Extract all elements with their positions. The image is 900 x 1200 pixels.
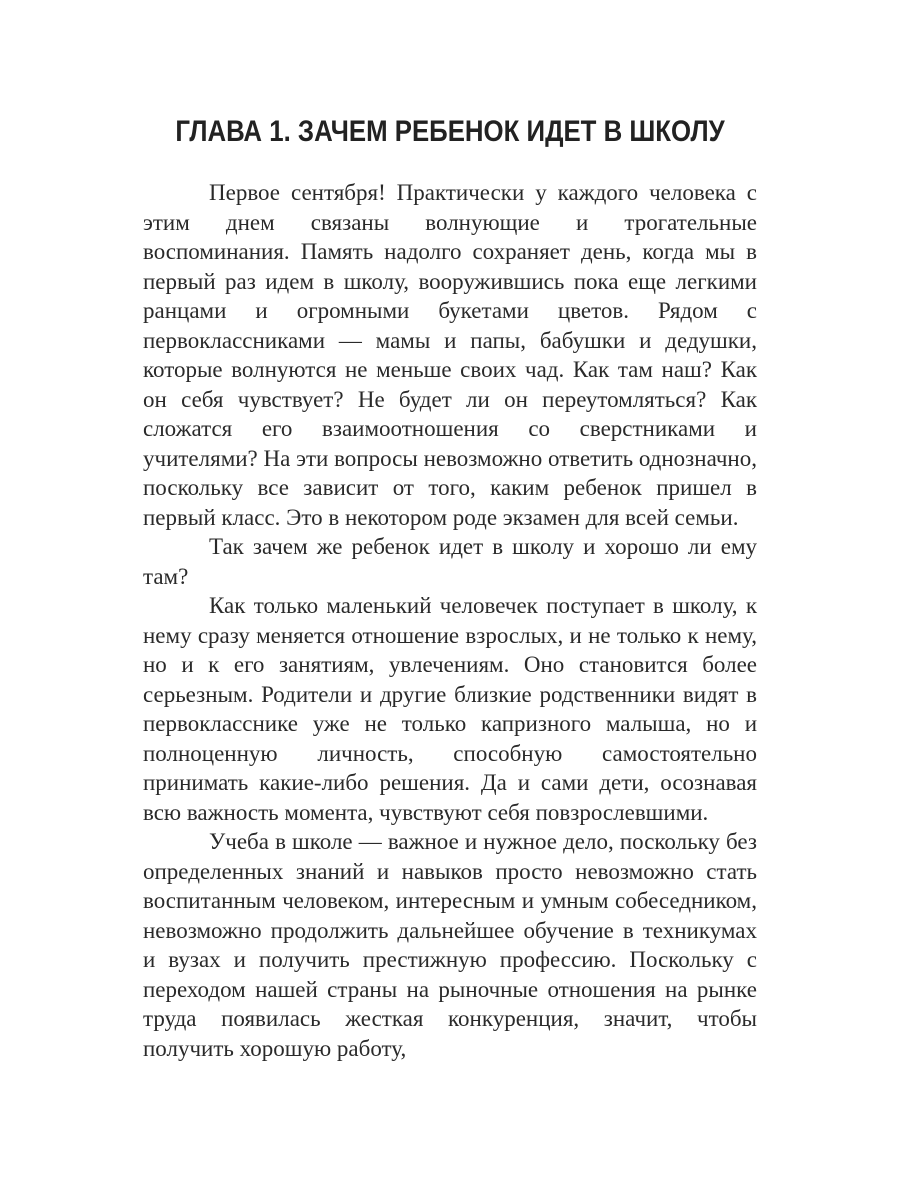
paragraph: Как только маленький человечек поступает в школу, к нему сразу меняется отношение взрослых, и не только к нему, но и к его занятиям, увлечениям. Оно становится более серьезным. Родители и другие близкие родственники видят в первокласснике уже не только капризного малыша, но и полноценную личность, способную самостоятельно принимать какие-либо решения. Да и сами дети, осознавая всю важность момента, чувствуют себя повзрослевшими.	[143, 593, 757, 825]
paragraph: Учеба в школе — важное и нужное дело, поскольку без определенных знаний и навыков просто невозможно стать воспитанным человеком, интересным и умным собеседником, невозможно продолжить дальнейшее обучение в техникумах и вузах и получить престижную профессию. Поскольку с переходом нашей страны на рыночные отношения на рынке труда появилась жесткая конкуренция, значит, чтобы получить хорошую работу,	[143, 829, 757, 1061]
chapter-text	[143, 178, 757, 1063]
chapter-title: ГЛАВА 1. ЗАЧЕМ РЕБЕНОК ИДЕТ В ШКОЛУ	[175, 115, 725, 148]
paragraph: Так зачем же ребенок идет в школу и хорошо ли ему там?	[143, 534, 757, 589]
paragraph: Первое сентября! Практически у каждого человека с этим днем связаны волнующие и трогательные воспоминания. Память надолго сохраняет день, когда мы в первый раз идем в школу, вооружившись пока еще легкими ранцами и огромными букетами цветов. Рядом с первоклассниками — мамы и папы, бабушки и дедушки, которые волнуются не меньше своих чад. Как там наш? Как он себя чувствует? Не будет ли он переутомляться? Как сложатся его взаимоотношения со сверстниками и учителями? На эти вопросы невозможно ответить однозначно, поскольку все зависит от того, каким ребенок пришел в первый класс. Это в некотором роде экзамен для всей семьи.	[143, 180, 757, 530]
